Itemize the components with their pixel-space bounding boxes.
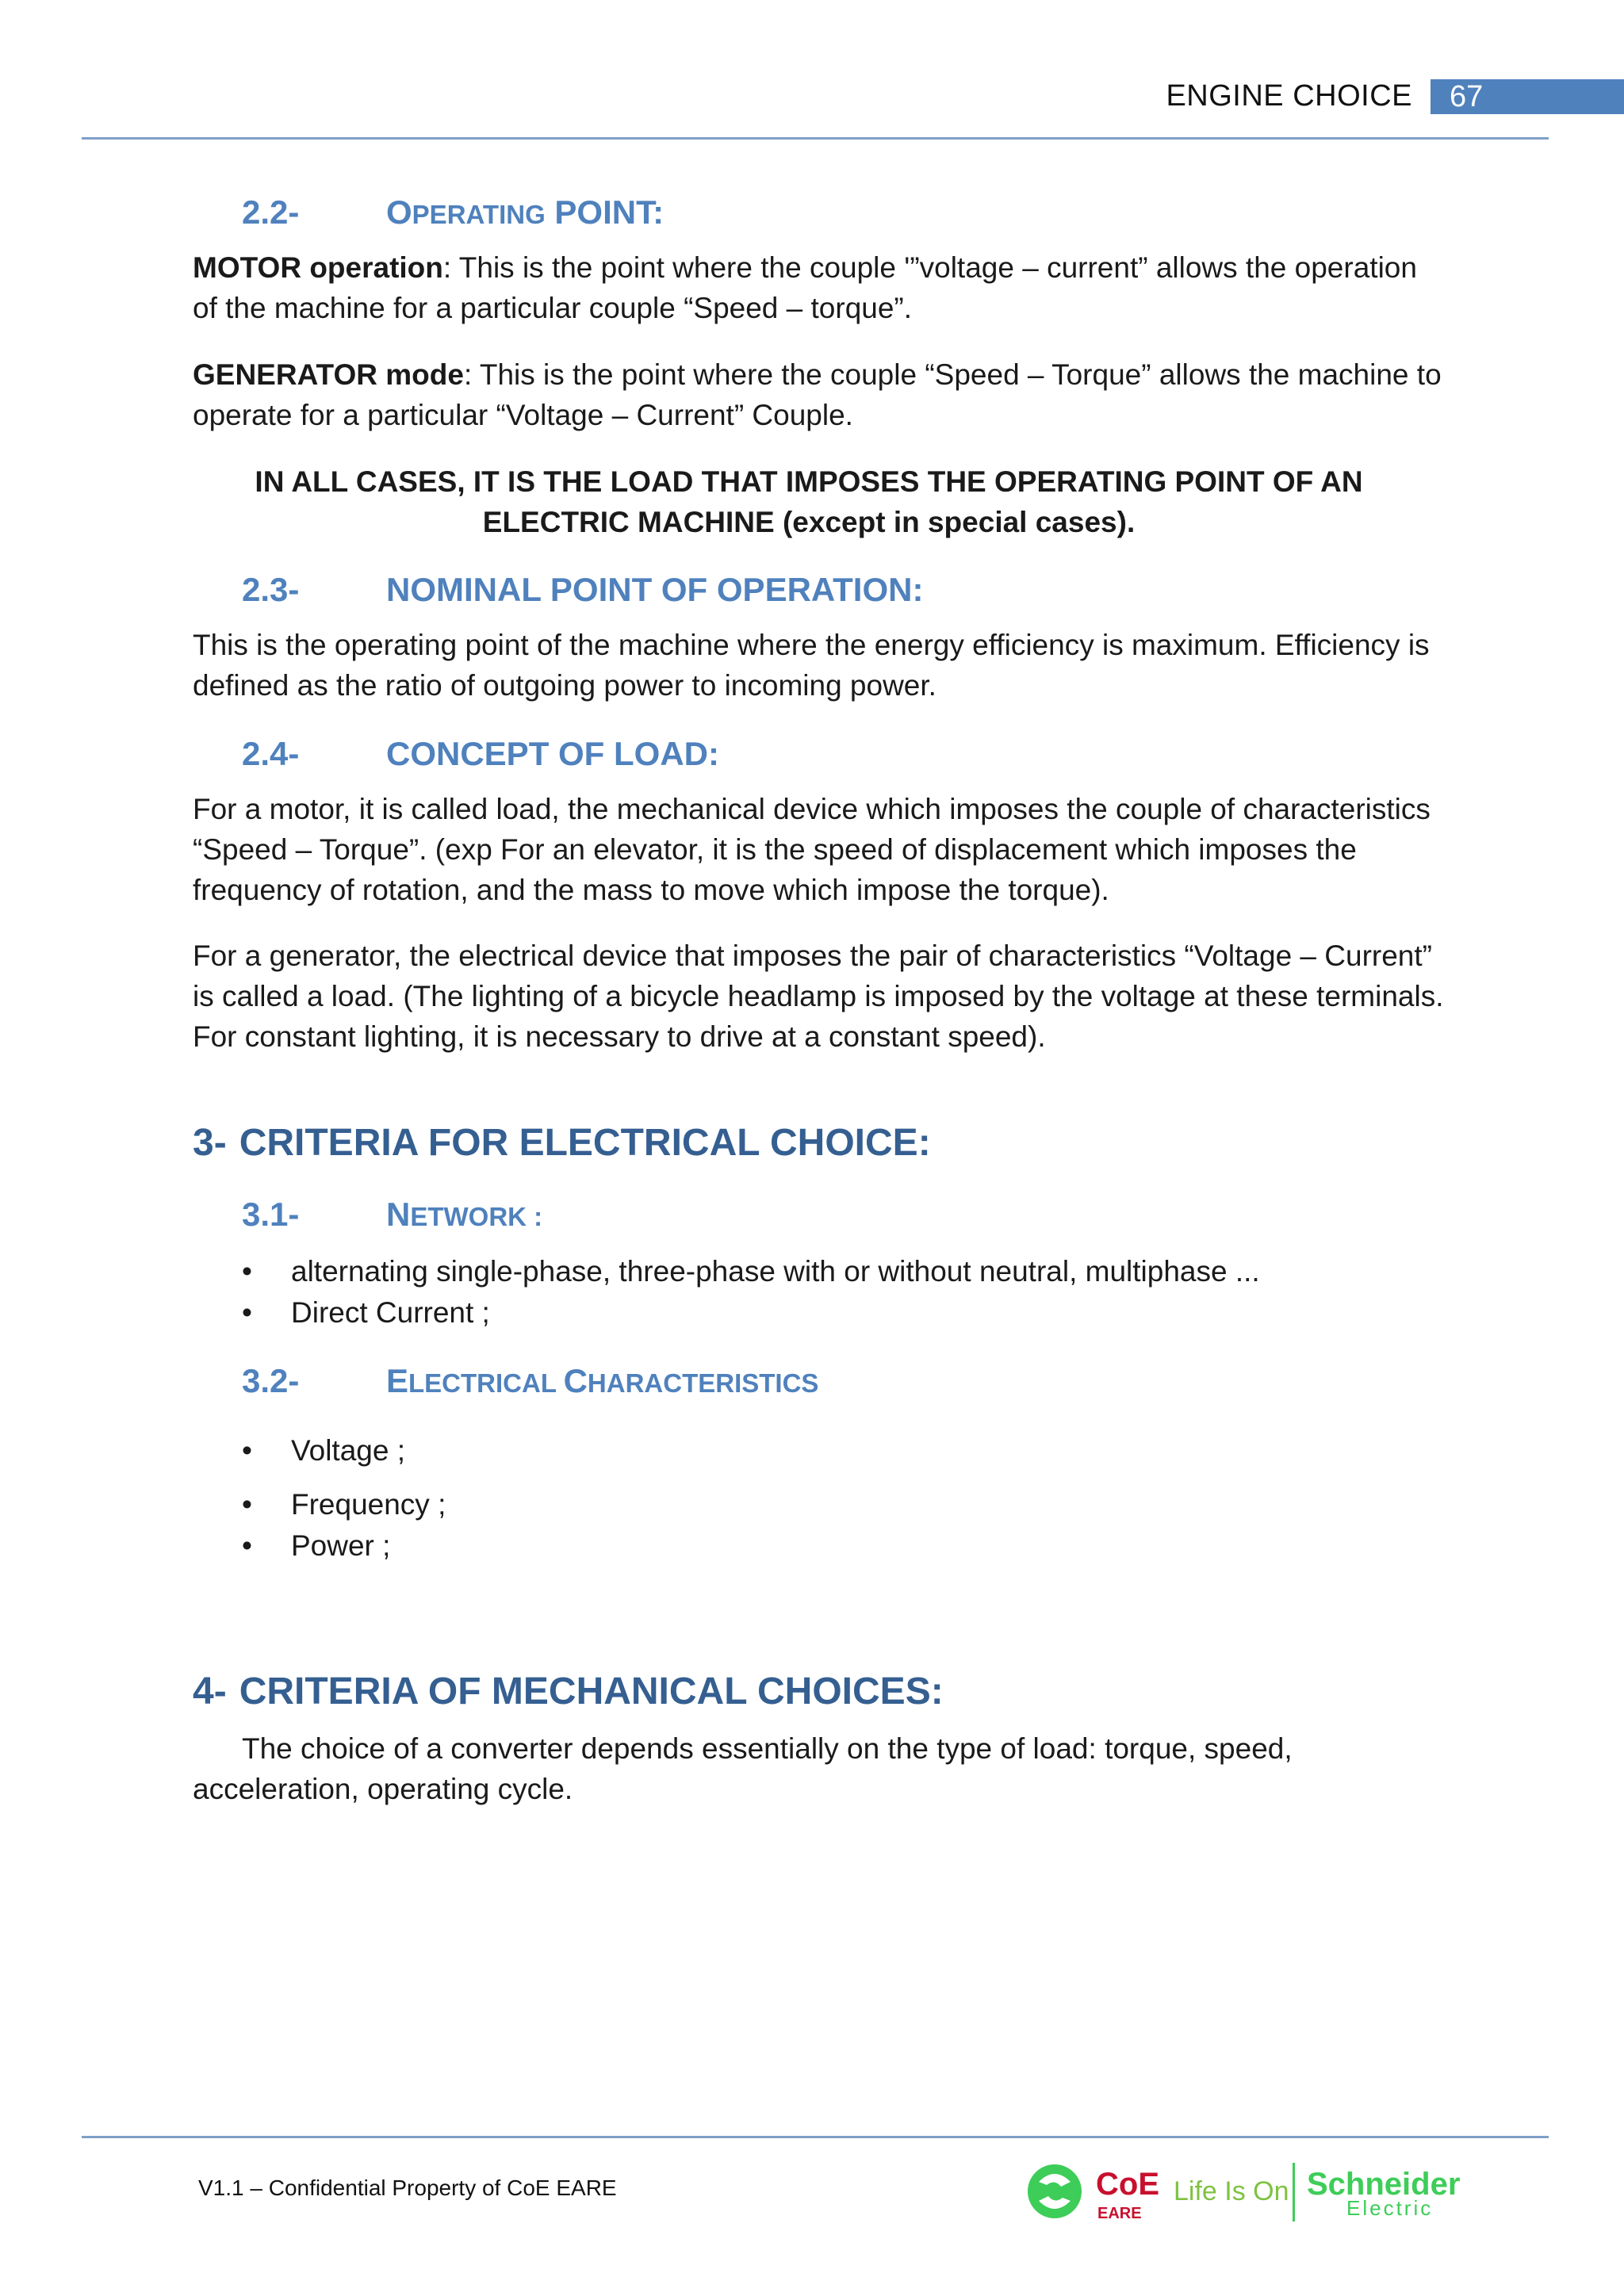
section-number: 2.3- bbox=[242, 571, 300, 608]
electrical-characteristics-list bbox=[242, 1430, 446, 1567]
coe-eare-logo bbox=[1025, 2158, 1191, 2225]
logo-coe-text: CoE bbox=[1096, 2167, 1159, 2202]
page-number: 67 bbox=[1431, 79, 1624, 114]
section-2-2-heading: 2.2- OPERATING POINT: bbox=[242, 193, 665, 231]
footer-divider bbox=[82, 2136, 1549, 2138]
generator-mode-paragraph: GENERATOR mode: This is the point where the couple “Speed – Torque” allows the machine to operate for a particular “Voltage – Current” Couple. bbox=[193, 358, 1442, 431]
schneider-logo: Schneider bbox=[1307, 2167, 1461, 2202]
logo-eare-text: EARE bbox=[1097, 2205, 1142, 2222]
logo-separator bbox=[1293, 2163, 1295, 2221]
section-3-1-heading: 3.1- NETWORK : bbox=[242, 1196, 543, 1233]
load-generator-paragraph: For a generator, the electrical device that imposes the pair of characteristics “Voltage – Current” is called a load. (The lighting of a bicycle headlamp is imposed by the voltage at these terminals. For constant lighting, it is necessary to drive at a constant speed). bbox=[193, 939, 1444, 1053]
list-item: • Direct Current ; bbox=[242, 1292, 1260, 1334]
footer-text: V1.1 – Confidential Property of CoE EARE bbox=[198, 2175, 617, 2200]
section-4-heading: 4- CRITERIA OF MECHANICAL CHOICES: bbox=[193, 1670, 944, 1712]
section-number: 3.1- bbox=[242, 1196, 300, 1233]
section-number: 4- bbox=[193, 1670, 227, 1712]
section-number: 3.2- bbox=[242, 1362, 300, 1399]
list-item: • alternating single-phase, three-phase with or without neutral, multiphase ... bbox=[242, 1251, 1260, 1292]
life-is-on-tagline: Life Is On bbox=[1174, 2176, 1289, 2206]
load-motor-paragraph: For a motor, it is called load, the mechanical device which imposes the couple of characteristics “Speed – Torque”. (exp For an elevator, it is the speed of displacement which imposes the frequency of rotation, and the mass to move which impose the torque). bbox=[193, 793, 1431, 906]
list-item: • Voltage ; bbox=[242, 1430, 446, 1471]
emphasis-paragraph: IN ALL CASES, IT IS THE LOAD THAT IMPOSES THE OPERATING POINT OF AN ELECTRIC MACHINE (except in special cases). bbox=[255, 465, 1363, 538]
section-number: 3- bbox=[193, 1122, 227, 1164]
nominal-point-paragraph: This is the operating point of the machine where the energy efficiency is maximum. Efficiency is defined as the ratio of outgoing power to incoming power. bbox=[193, 629, 1430, 702]
header-title: ENGINE CHOICE bbox=[1166, 79, 1412, 113]
header-divider bbox=[82, 137, 1549, 140]
section-2-3-heading: 2.3- NOMINAL POINT OF OPERATION: bbox=[242, 571, 924, 608]
section-3-heading: 3- CRITERIA FOR ELECTRICAL CHOICE: bbox=[193, 1122, 931, 1164]
motor-operation-paragraph: MOTOR operation: This is the point where the couple '”voltage – current” allows the operation of the machine for a particular couple “Speed – torque”. bbox=[193, 251, 1417, 324]
section-number: 2.2- bbox=[242, 193, 300, 231]
mechanical-choices-paragraph: The choice of a converter depends essentially on the type of load: torque, speed, acceleration, operating cycle. bbox=[193, 1732, 1293, 1805]
section-number: 2.4- bbox=[242, 735, 300, 772]
section-2-4-heading: 2.4- CONCEPT OF LOAD: bbox=[242, 735, 719, 772]
list-item: • Power ; bbox=[242, 1525, 446, 1567]
section-3-2-heading: 3.2- ELECTRICAL CHARACTERISTICS bbox=[242, 1362, 819, 1399]
network-list bbox=[242, 1251, 1260, 1334]
schneider-electric-subtext: Electric bbox=[1346, 2196, 1434, 2220]
list-item: • Frequency ; bbox=[242, 1484, 446, 1525]
